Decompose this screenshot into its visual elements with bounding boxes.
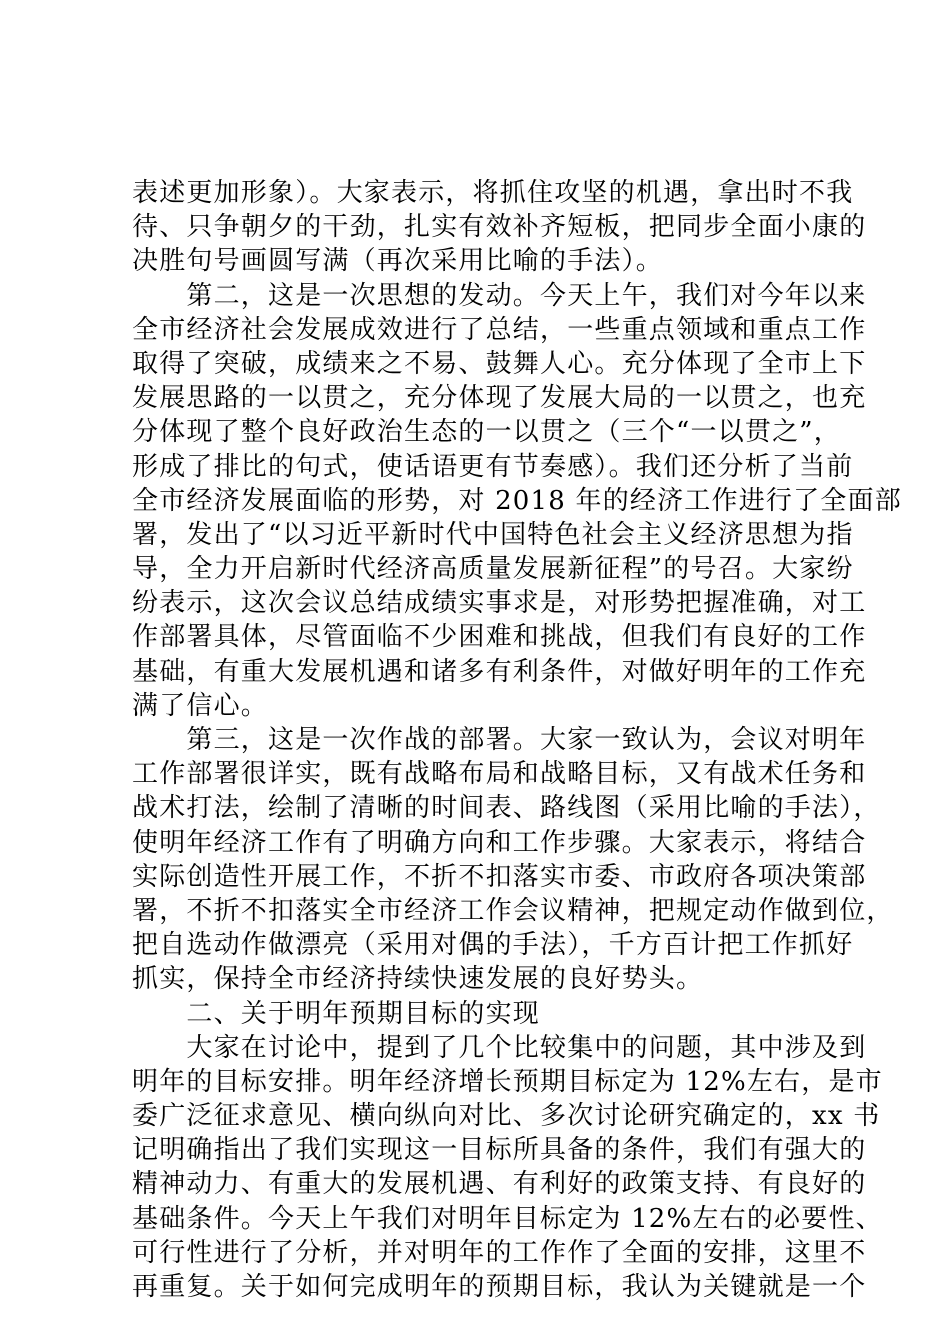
text-line: 署，发出了“以习近平新时代中国特色社会主义经济思想为指 <box>132 519 854 550</box>
text-line: 决胜句号画圆写满（再次采用比喻的手法）。 <box>132 246 664 277</box>
text-line: 发展思路的一以贯之，充分体现了发展大局的一以贯之，也充 <box>132 383 867 414</box>
text-line: 实际创造性开展工作，不折不扣落实市委、市政府各项决策部 <box>132 861 867 892</box>
text-line: 纷表示，这次会议总结成绩实事求是，对形势把握准确，对工 <box>132 588 867 619</box>
text-line: 可行性进行了分析，并对明年的工作作了全面的安排，这里不 <box>132 1237 867 1268</box>
text-line: 形成了排比的句式，使话语更有节奏感）。我们还分析了当前 <box>132 451 854 482</box>
text-line: 精神动力、有重大的发展机遇、有利好的政策支持、有良好的 <box>132 1169 867 1200</box>
text-line: 把自选动作做漂亮（采用对偶的手法），千方百计把工作抓好 <box>132 930 854 961</box>
text-line: 基础条件。今天上午我们对明年目标定为 12%左右的必要性、 <box>132 1203 883 1234</box>
text-line: 基础，有重大发展机遇和诸多有利条件，对做好明年的工作充 <box>132 656 867 687</box>
text-line: 满了信心。 <box>132 690 269 721</box>
text-line: 再重复。关于如何完成明年的预期目标，我认为关键就是一个 <box>132 1272 867 1302</box>
text-line: 工作部署很详实，既有战略布局和战略目标，又有战术任务和 <box>132 759 867 790</box>
text-line: 明年的目标安排。明年经济增长预期目标定为 12%左右，是市 <box>132 1066 883 1097</box>
text-line: 署，不折不扣落实全市经济工作会议精神，把规定动作做到位， <box>132 895 894 926</box>
text-line: 取得了突破，成绩来之不易、鼓舞人心。充分体现了全市上下 <box>132 348 867 379</box>
body-text <box>132 176 902 1304</box>
text-line: 委广泛征求意见、横向纵向对比、多次讨论研究确定的，xx 书 <box>132 1101 881 1132</box>
text-line: 记明确指出了我们实现这一目标所具备的条件，我们有强大的 <box>132 1135 867 1166</box>
text-line: 抓实，保持全市经济持续快速发展的良好势头。 <box>132 964 704 995</box>
paragraph-start-line: 第三，这是一次作战的部署。大家一致认为，会议对明年 <box>132 725 867 755</box>
paragraph-start-line: 大家在讨论中，提到了几个比较集中的问题，其中涉及到 <box>132 1032 867 1063</box>
text-line: 作部署具体，尽管面临不少困难和挑战，但我们有良好的工作 <box>132 622 867 653</box>
text-line: 分体现了整个良好政治生态的一以贯之（三个“一以贯之”， <box>132 417 841 448</box>
text-line: 战术打法，绘制了清晰的时间表、路线图（采用比喻的手法）， <box>132 793 881 824</box>
text-line: 全市经济发展面临的形势，对 2018 年的经济工作进行了全面部 <box>132 485 902 516</box>
text-line: 使明年经济工作有了明确方向和工作步骤。大家表示，将结合 <box>132 827 867 858</box>
paragraph-start-line: 第二，这是一次思想的发动。今天上午，我们对今年以来 <box>132 280 867 311</box>
section-heading: 二、关于明年预期目标的实现 <box>132 998 541 1029</box>
text-line: 表述更加形象）。大家表示，将抓住攻坚的机遇，拿出时不我 <box>132 178 854 208</box>
text-line: 导，全力开启新时代经济高质量发展新征程”的号召。大家纷 <box>132 554 854 585</box>
text-line: 待、只争朝夕的干劲，扎实有效补齐短板，把同步全面小康的 <box>132 212 867 243</box>
text-line: 全市经济社会发展成效进行了总结，一些重点领域和重点工作 <box>132 314 867 345</box>
